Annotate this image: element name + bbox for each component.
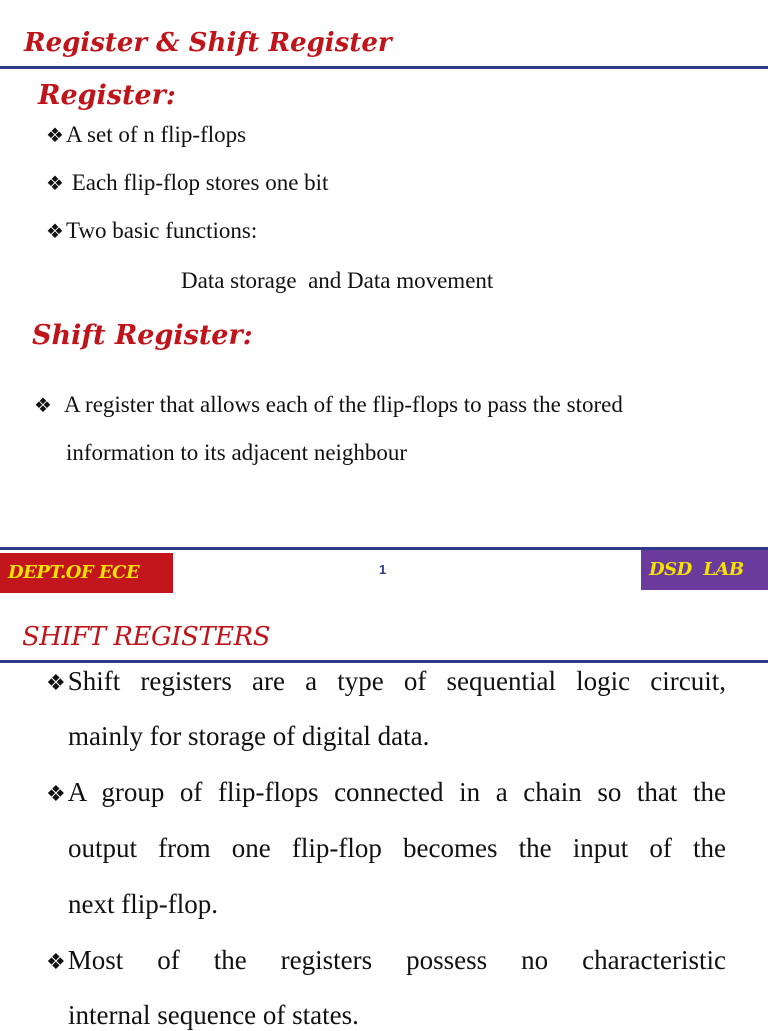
s2-bullet1-line1: ❖Shift registers are a type of sequential logic circuit, (46, 665, 726, 699)
diamond-bullet-icon: ❖ (46, 781, 66, 806)
s2-bullet3-line2: internal sequence of states. (68, 1000, 359, 1030)
diamond-bullet-icon: ❖ (34, 395, 52, 417)
functions-line: Data storage and Data movement (181, 268, 494, 293)
s2-bullet2-line1: ❖A group of flip-flops connected in a chain so that the (46, 776, 726, 810)
page-number: 1 (379, 562, 387, 577)
slide1-title-rule (0, 66, 768, 69)
dept-badge: DEPT.OF ECE (0, 553, 173, 593)
s2-bullet3-line1: ❖Most of the registers possess no characteristic (46, 944, 726, 978)
register-bullet-1: ❖A set of n flip-flops (46, 121, 246, 150)
diamond-bullet-icon: ❖ (46, 670, 66, 695)
register-bullet-2: ❖ Each flip-flop stores one bit (46, 169, 328, 198)
slide1-title: Register & Shift Register (24, 28, 392, 58)
diamond-bullet-icon: ❖ (46, 173, 64, 195)
s2-bullet2-line3: next flip-flop. (68, 889, 218, 919)
slide2-title: SHIFT REGISTERS (22, 622, 271, 652)
diamond-bullet-icon: ❖ (46, 125, 64, 147)
s2-bullet2-line2: output from one flip-flop becomes the input of the (68, 833, 726, 863)
shift-bullet-line-1: ❖ A register that allows each of the flip-flops to pass the stored (34, 391, 623, 420)
register-bullet-3: ❖Two basic functions: (46, 217, 257, 246)
s2-bullet1-line2: mainly for storage of digital data. (68, 721, 430, 751)
diamond-bullet-icon: ❖ (46, 221, 64, 243)
shift-register-heading: Shift Register: (32, 320, 253, 351)
shift-bullet-line-2: information to its adjacent neighbour (66, 440, 408, 465)
diamond-bullet-icon: ❖ (46, 949, 66, 974)
lab-badge: DSD LAB (641, 550, 768, 590)
register-heading: Register: (38, 80, 176, 111)
slide2-title-rule (0, 660, 768, 663)
